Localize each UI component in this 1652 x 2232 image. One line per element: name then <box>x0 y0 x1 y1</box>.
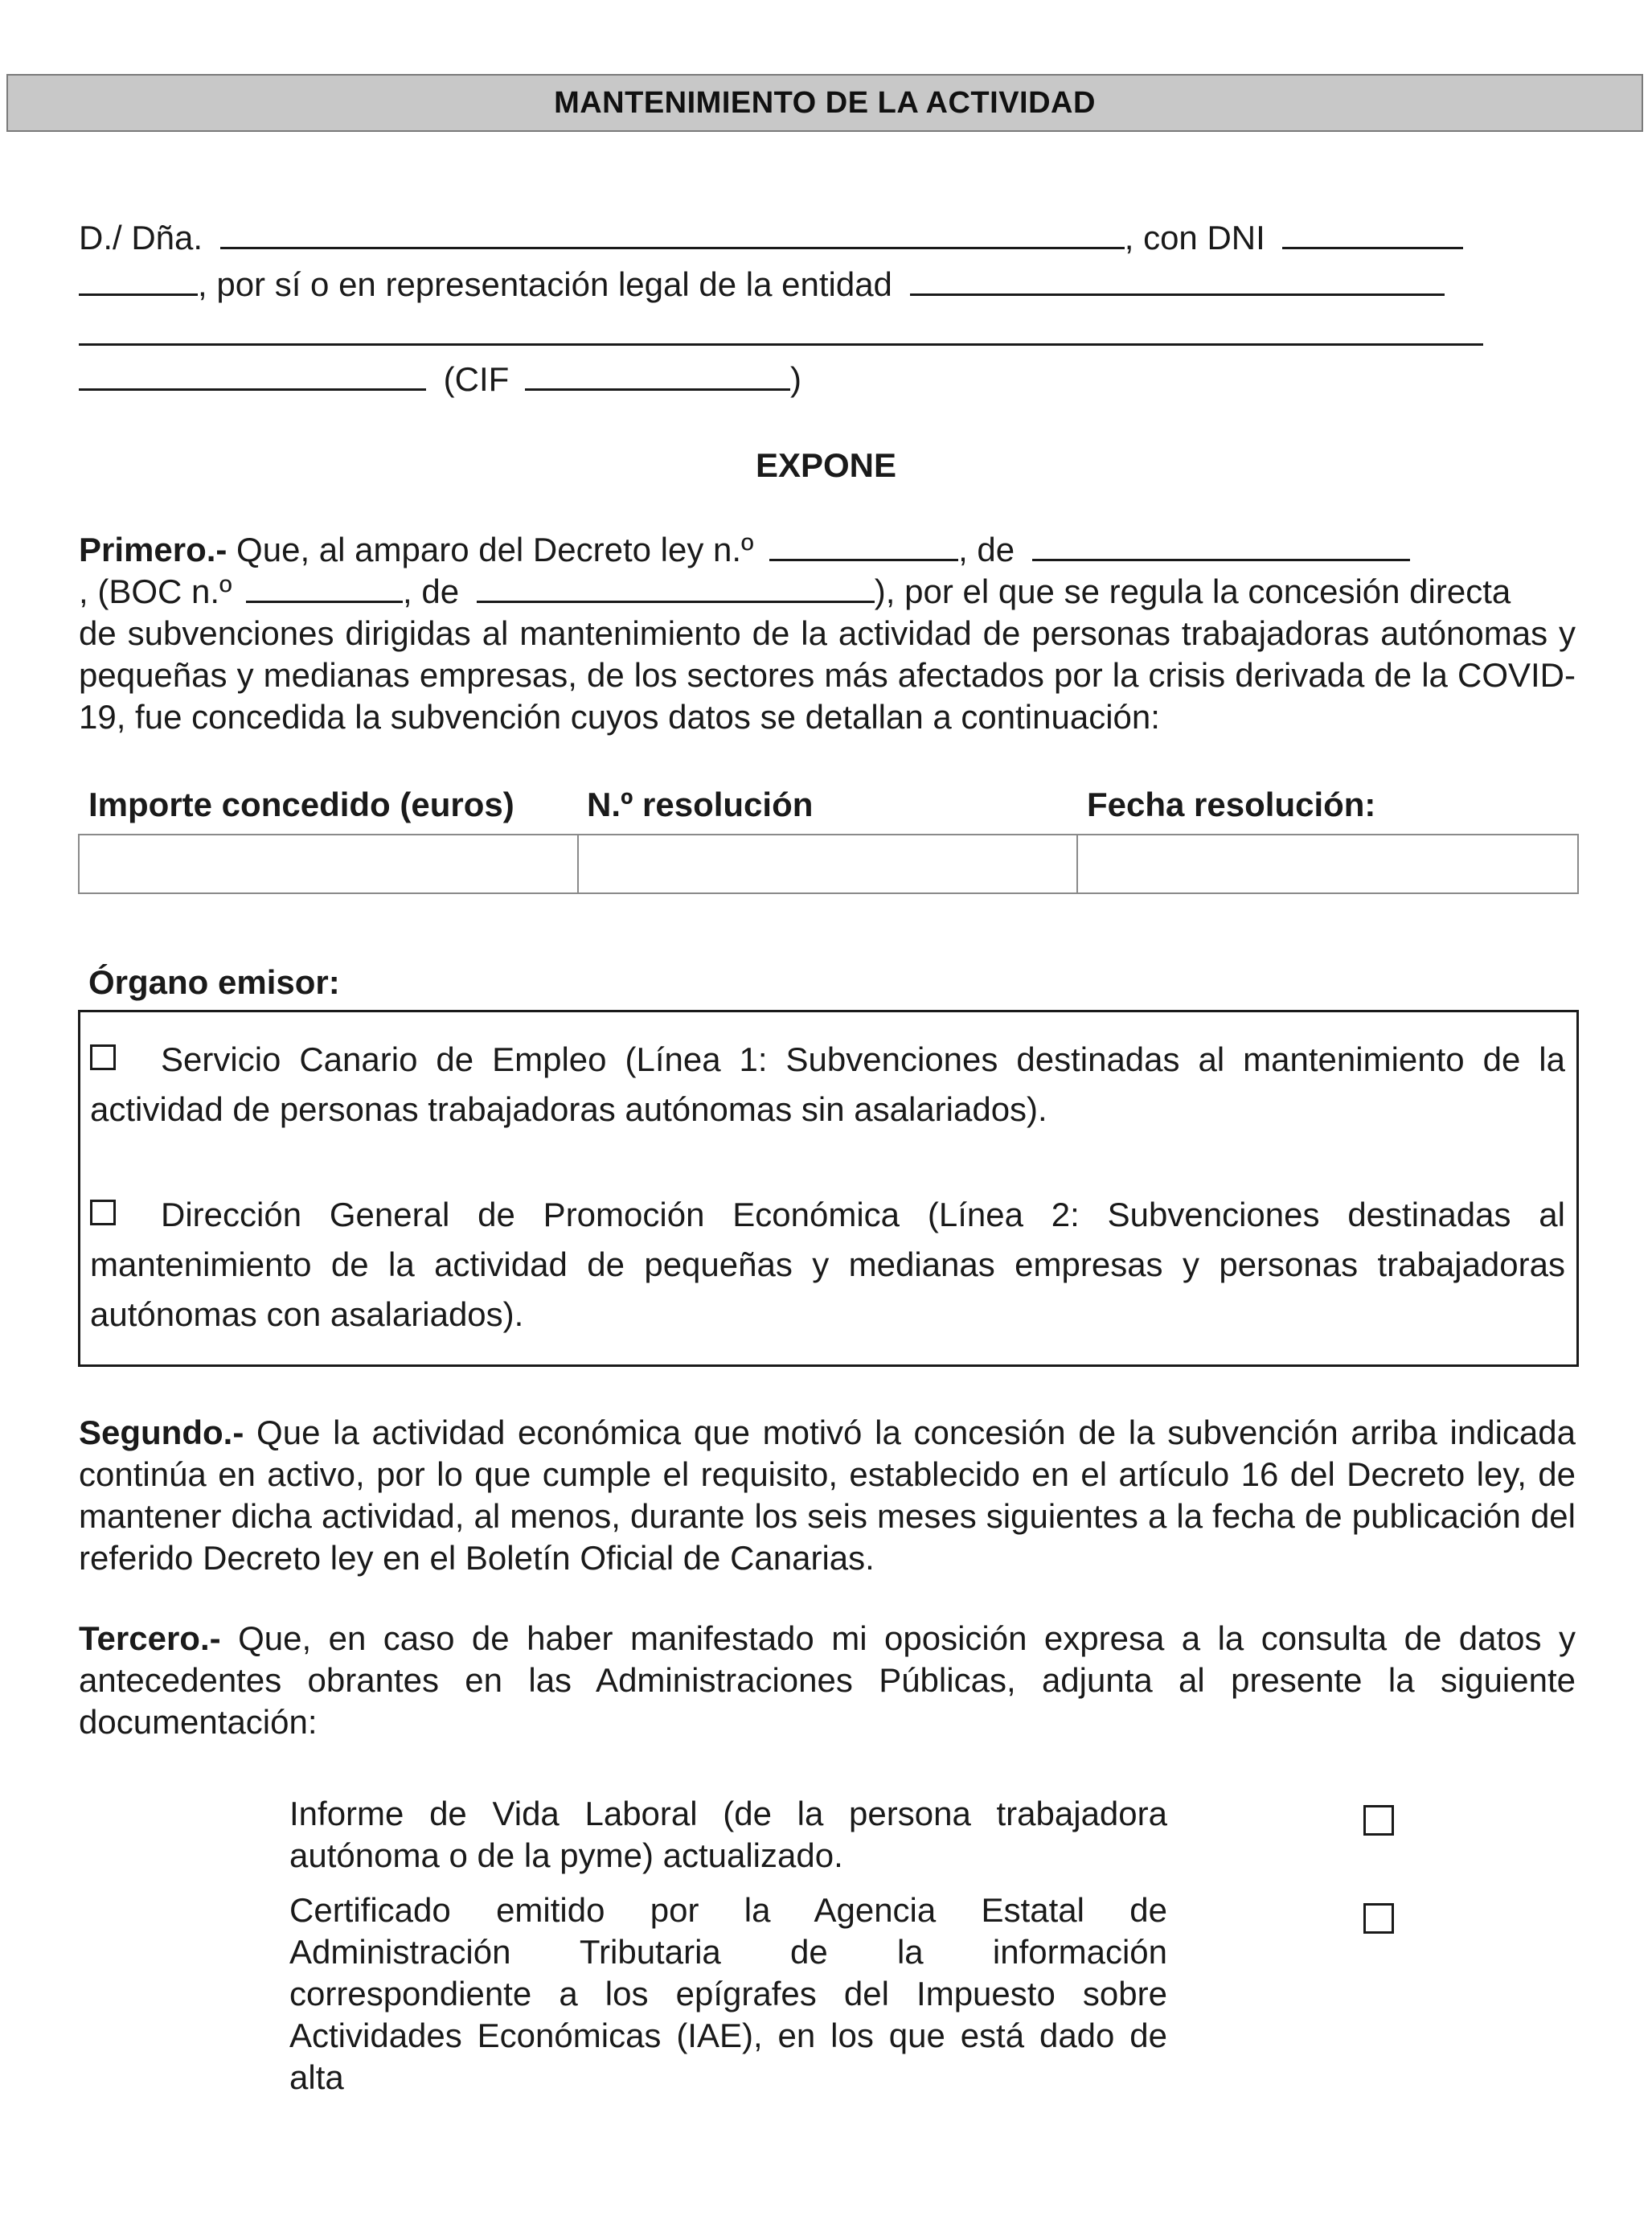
decreto-number-blank[interactable] <box>769 530 958 561</box>
entity-blank[interactable] <box>910 265 1445 296</box>
importe-input[interactable] <box>78 834 579 894</box>
organo-label: Órgano emisor: <box>88 963 340 1001</box>
decreto-date-blank[interactable] <box>1032 530 1410 561</box>
boc-date-blank[interactable] <box>477 572 875 603</box>
document-item-certificado: Certificado emitido por la Agencia Estatal de Administración Tributaria de la información correspondiente a los epígrafes del Impuesto sobre Actividades Económicas (IAE), en los que está dado de alta <box>289 1891 1167 2096</box>
cif-blank[interactable] <box>525 359 790 391</box>
primero-text-4: , de <box>403 572 460 610</box>
dni-label: , con DNI <box>1124 219 1265 256</box>
document-item-vida-laboral: Informe de Vida Laboral (de la persona trabajadora autónoma o de la pyme) actualizado. <box>289 1795 1167 1874</box>
header-importe: Importe concedido (euros) <box>88 786 514 823</box>
segundo-text: Que la actividad económica que motivó la concesión de la subvención arriba indicada continúa en activo, por lo que cumple el requisito, establecido en el artículo 16 del Decreto ley, de mantener dicha actividad, al menos, durante los seis meses siguientes a la fecha de publicación del referido Decreto ley en el Boletín Oficial de Canarias. <box>79 1413 1576 1577</box>
organo-option-dgpe <box>90 1190 1565 1340</box>
section-header <box>6 74 1643 132</box>
tercero-text: Que, en caso de haber manifestado mi oposición expresa a la consulta de datos y antecedentes obrantes en las Administraciones Públicas, adjunta al presente la siguiente documentación: <box>79 1619 1576 1741</box>
dni-blank[interactable] <box>1282 218 1463 249</box>
primero-text-2: , de <box>958 531 1015 568</box>
header-resolucion: N.º resolución <box>587 786 814 823</box>
cif-line <box>79 359 801 400</box>
primero-label: Primero.- <box>79 531 228 568</box>
certificado-checkbox[interactable] <box>1363 1903 1394 1934</box>
primero-line-1 <box>79 529 1410 571</box>
header-fecha: Fecha resolución: <box>1087 786 1376 823</box>
cif-open-label: (CIF <box>443 360 510 398</box>
tercero-label: Tercero.- <box>79 1619 221 1657</box>
dna-line <box>79 217 1463 259</box>
tercero-paragraph <box>79 1618 1576 1743</box>
segundo-label: Segundo.- <box>79 1413 244 1451</box>
organo-option-sce <box>90 1035 1565 1134</box>
representation-text: , por sí o en representación legal de la entidad <box>198 265 892 303</box>
fecha-input[interactable] <box>1076 834 1579 894</box>
representation-line <box>79 264 1445 306</box>
dna-label: D./ Dña. <box>79 219 203 256</box>
primero-line-2 <box>79 571 1511 613</box>
primero-text-3: , (BOC n.º <box>79 572 232 610</box>
dgpe-checkbox[interactable] <box>90 1200 116 1225</box>
name-blank[interactable] <box>220 218 1125 249</box>
primero-text-5: ), por el que se regula la concesión directa <box>874 572 1511 610</box>
segundo-paragraph <box>79 1412 1576 1579</box>
primero-body: de subvenciones dirigidas al mantenimiento de la actividad de personas trabajadoras autónomas y pequeñas y medianas empresas, de los sectores más afectados por la crisis derivada de la COVID-19, fue concedida la subvención cuyos datos se detallan a continuación: <box>79 614 1576 736</box>
page-title: MANTENIMIENTO DE LA ACTIVIDAD <box>554 85 1096 120</box>
sce-checkbox[interactable] <box>90 1044 116 1070</box>
dgpe-option-text: Dirección General de Promoción Económica (Línea 2: Subvenciones destinadas al mantenimiento de la actividad de pequeñas y medianas empresas y personas trabajadoras autónomas con asalariados). <box>90 1196 1565 1333</box>
expone-title: EXPONE <box>755 446 897 484</box>
vida-laboral-checkbox[interactable] <box>1363 1805 1394 1836</box>
cif-close-label: ) <box>790 360 801 398</box>
boc-number-blank[interactable] <box>246 572 403 603</box>
dni-continuation-blank[interactable] <box>79 265 198 296</box>
sce-option-text: Servicio Canario de Empleo (Línea 1: Subvenciones destinadas al mantenimiento de la actividad de personas trabajadoras autónomas sin asalariados). <box>90 1040 1565 1128</box>
primero-text-1: Que, al amparo del Decreto ley n.º <box>227 531 754 568</box>
entity-continuation-blank[interactable] <box>79 343 1483 346</box>
entity-end-blank[interactable] <box>79 359 426 391</box>
resolucion-input[interactable] <box>577 834 1078 894</box>
